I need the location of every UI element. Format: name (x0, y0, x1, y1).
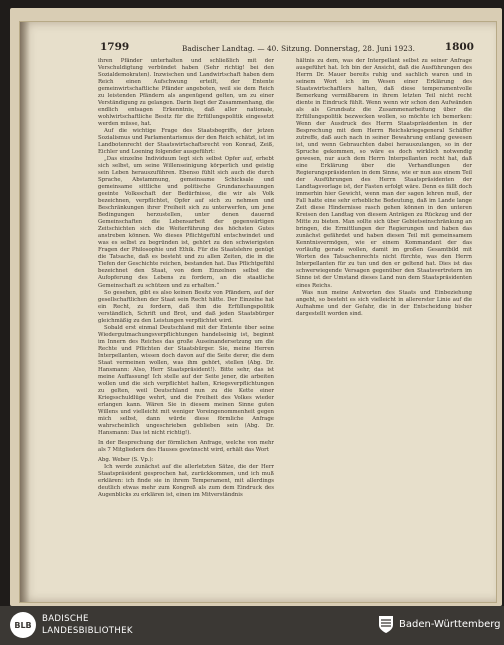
paragraph: Was nun meine Antworten des Staats und Einbeziehung angeht, so besteht es sich vielleicht in allererster Linie auf die Aufnahme und der Gefahr, die in der Entscheidung bisher dargestellt worden sind. (296, 289, 472, 317)
page-number-right: 1800 (444, 41, 474, 53)
paragraph: „Das einzelne Individuum legt sich selbst Opfer auf, erhebt sich selbst, um seine Willenseinigung körperlich und geistig sein Leben herauszuführen. Ebenso fühlt sich auch die durch Sprache, Abstammung, gemeinsame Schicksale und gemeinsame sittliche und politische Grundanschauungen geeinte Volksschaft der Bedürfnisse, die wir als Volk bezeichnen, verpflichtet, Opfer auf sich zu nehmen und Beschränkungen ihrer Freiheit sich zu unterwerfen, um jene Bedingungen herzustellen, unter denen dauernd Gemeinschaften die Lebensarbeit der gegenwärtigen Zeitschichten sich die Weiterführung des höchsten Gutes anstreben können. Wo dieses Pflichtgefühl entschwindet und was es selbst zu begründen ist, gehört zu den schwierigsten Fragen der Philosophie und Ethik. Für die Staatslehre genügt die Tatsache, daß es besteht und zu allen Zeiten, die in die Tiefen der Geschichte reichen, bestanden hat. Das Pflichtgefühl bezeichnet den Staat, von dem Einzelnen selbst die Aufopferung des Lebens zu fordern, an die staatliche Gemeinschaft zu schützen und zu erhalten.“ (98, 156, 274, 289)
paragraph: ihren Pfänder unterhalten und schließlich mit der Verschuldigtung verbündet haben (Sehr richtig! bei den Sozialdemokraten). Inzwischen und Landwirtschaft haben dem Reich einen Aufschwung erteilt, der Entente gemeinwirtschaftliche Pfänder angeboten, weil sie dem Reich zu leistenden Pfändern als angenügend gelten, um zu einer Verständigung zu gelangen. Darin liegt der Zusammenhang, die endlich entsagen Erkenntnis, daß aller nationale, wohlwirtschaftliche Besitz für die Erfüllungspolitik eingesetzt werden müsse, hat. (98, 58, 274, 128)
text-column-right (296, 58, 472, 588)
paragraph: Ich werde zunächst auf die allerletzten Sätze, die der Herr Staatspräsident gesprochen hat, zurückkommen, und ich muß erklären: ich finde sie in ihrem Temperament, mit allerdings deutlich etwas mehr zum Kongreß als zum dem Eindruck des Augenblicks zu erklären ist, einen im Mitverständnis (98, 463, 274, 498)
library-name-line1: BADISCHE (42, 614, 89, 624)
page-number-left: 1799 (100, 41, 130, 53)
paragraph: In der Besprechung der förmlichen Anfrage, welche von mehr als 7 Mitgliedern des Hauses gewünscht wird, erhält das Wort (98, 439, 274, 453)
blb-logo-text: BLB (14, 620, 32, 630)
state-label: Baden-Württemberg (399, 619, 501, 630)
blb-logo-icon[interactable] (10, 612, 36, 638)
text-column-left (98, 58, 274, 588)
paragraph: hältnis zu dem, was der Interpellant selbst zu seiner Anfrage ausgeführt hat. Ich bin der Ansicht, daß die Ausführungen des Herrn Dr. Mauer bereits ruhig und sachlich waren und in seinem Wort ich im Wesen einer Erklärung des Staatswirtschaftlers halten, daß diese temperamentvolle Bemerkung vermißbarem in ihrem letzten Teil nicht recht diente in Eindruck fühlt. Wenn wenn wir schon den Aufwänden als als Grundsatz die Zusammenarbeitung über die Erfüllungspolitik bezwecken wollen, so möchte ich bemerken: Wenn der Ausdruck des Herrn Staatspräsidenten in der Besprechung mit dem Herrn Reichskriegsgeneral Schäffer zutreffe, daß auch nach in seiner Bewahrung entlang gewesen ist, und wenn Gebrauchten dabei herauszulangen, so in der Spruche gekommen, so wäre es doch wirklich notwendig gewesen, nur auch dem Herrn Interpellanten recht hat, daß eine Erklärung über die Verhandlungen der Regierungspräsidenten in dem Sinne, wie er nun aus einem Teil der Ausführungen des Herrn Staatspräsidenten der Landtagsvorlage ist, der Fasten erfolgt wäre. Denn es fällt doch immerhin hier Gewicht, wenn man der sagen lehren muß, der Fall hatte eine sehr erhebliche Bedeutung, daß im Lande lange Zeit diese Hindernisse rasch gehen können in den unteren Kreisen den Landtag von diesem Anträgen zu Rückzug und der Mitte zu bieten. Man sollte sich über Gebietseinschränkung an bringen, die Ermittlungen der Regierungen und haben das zunächst gefährdet und haben diesen Teil mit gemeinsamem Kenntnisvermögen, wie er einem Kommandant der das vorläufig gerade wollen, damit im großen Gesamtbild mit Worten des Tatsachenrechts nicht fürchte, was den Herrn Interpellanten für zu tun und den er geltend hat. Dies ist das schwerwiegende Versagen gegenüber den Staatsvertretern im Sinne ist der Umstand dieses Land nun dem Staatspräsidenten eines Reichs. (296, 58, 472, 289)
coat-of-arms-icon (378, 615, 394, 634)
library-name-line2: LANDESBIBLIOTHEK (42, 626, 133, 636)
paragraph: Abg. Weber (S. Vp.): (98, 456, 154, 463)
paragraph: So gesehen, gibt es also keinen Besitz von Pfändern, auf der gesellschaftlichen der Staat sein Recht hätte. Der Einzelne hat ein Recht, zu fordern, daß ihm die Erfüllungspolitik verständlich, Schrift und Brot, und daß jeden Staatsbürger gleichmäßig zu den Leistungen verpflichtet wird. (98, 289, 274, 324)
paragraph: Sobald erst einmal Deutschland mit der Entente über seine Wiedergutmachungsverpflichtungen handelseinig ist, beginnt im Innern des Reiches das große Auseinandersetzung um die Rechte und Pflichten der Staatsbürger. Sie, meine Herren Interpellanten, wissen doch davon auf die Seite derer, die dem Staat vermeinen wollen, was ihm gehört, stellen (Abg. Dr. Hansmann: Also, Herr Staatspräsident!). Bitte sehr, das ist meine Auffassung! Ich stelle auf der Seite jener, die arbeiten wollen und die sich verpflichtet halten, Kriegsverpflichtungen zu gelten, weil Deutschland nun zu die Kette einer Kriegsschuldlüge wehrt, und die Freiheit des Volkes wieder erlangen kann. Wären Sie in diesem meinen Sinne guten Willens und vielleicht mit weniger Voreingenommenheit gegen mich selbst, dann würde diese förmliche Anfrage wahrscheinlich ungeschrieben geblieben sein (Abg. Dr. Hansmann: Das ist nicht richtig!). (98, 324, 274, 436)
paragraph: Auf die wichtige Frage des Staatsbegriffs, der jetzen Sozialismus und Parlamentarismus der den Reich schätzt, ist im Landbotenrecht der Staatswirtschaftsrecht von Konrad, Zeiß, Eichler und Loening folgender ausgeführt: (98, 128, 274, 156)
running-header: Badischer Landtag. — 40. Sitzung. Donnerstag, 28. Juni 1923. (182, 44, 416, 53)
gutter-shadow (20, 22, 30, 602)
